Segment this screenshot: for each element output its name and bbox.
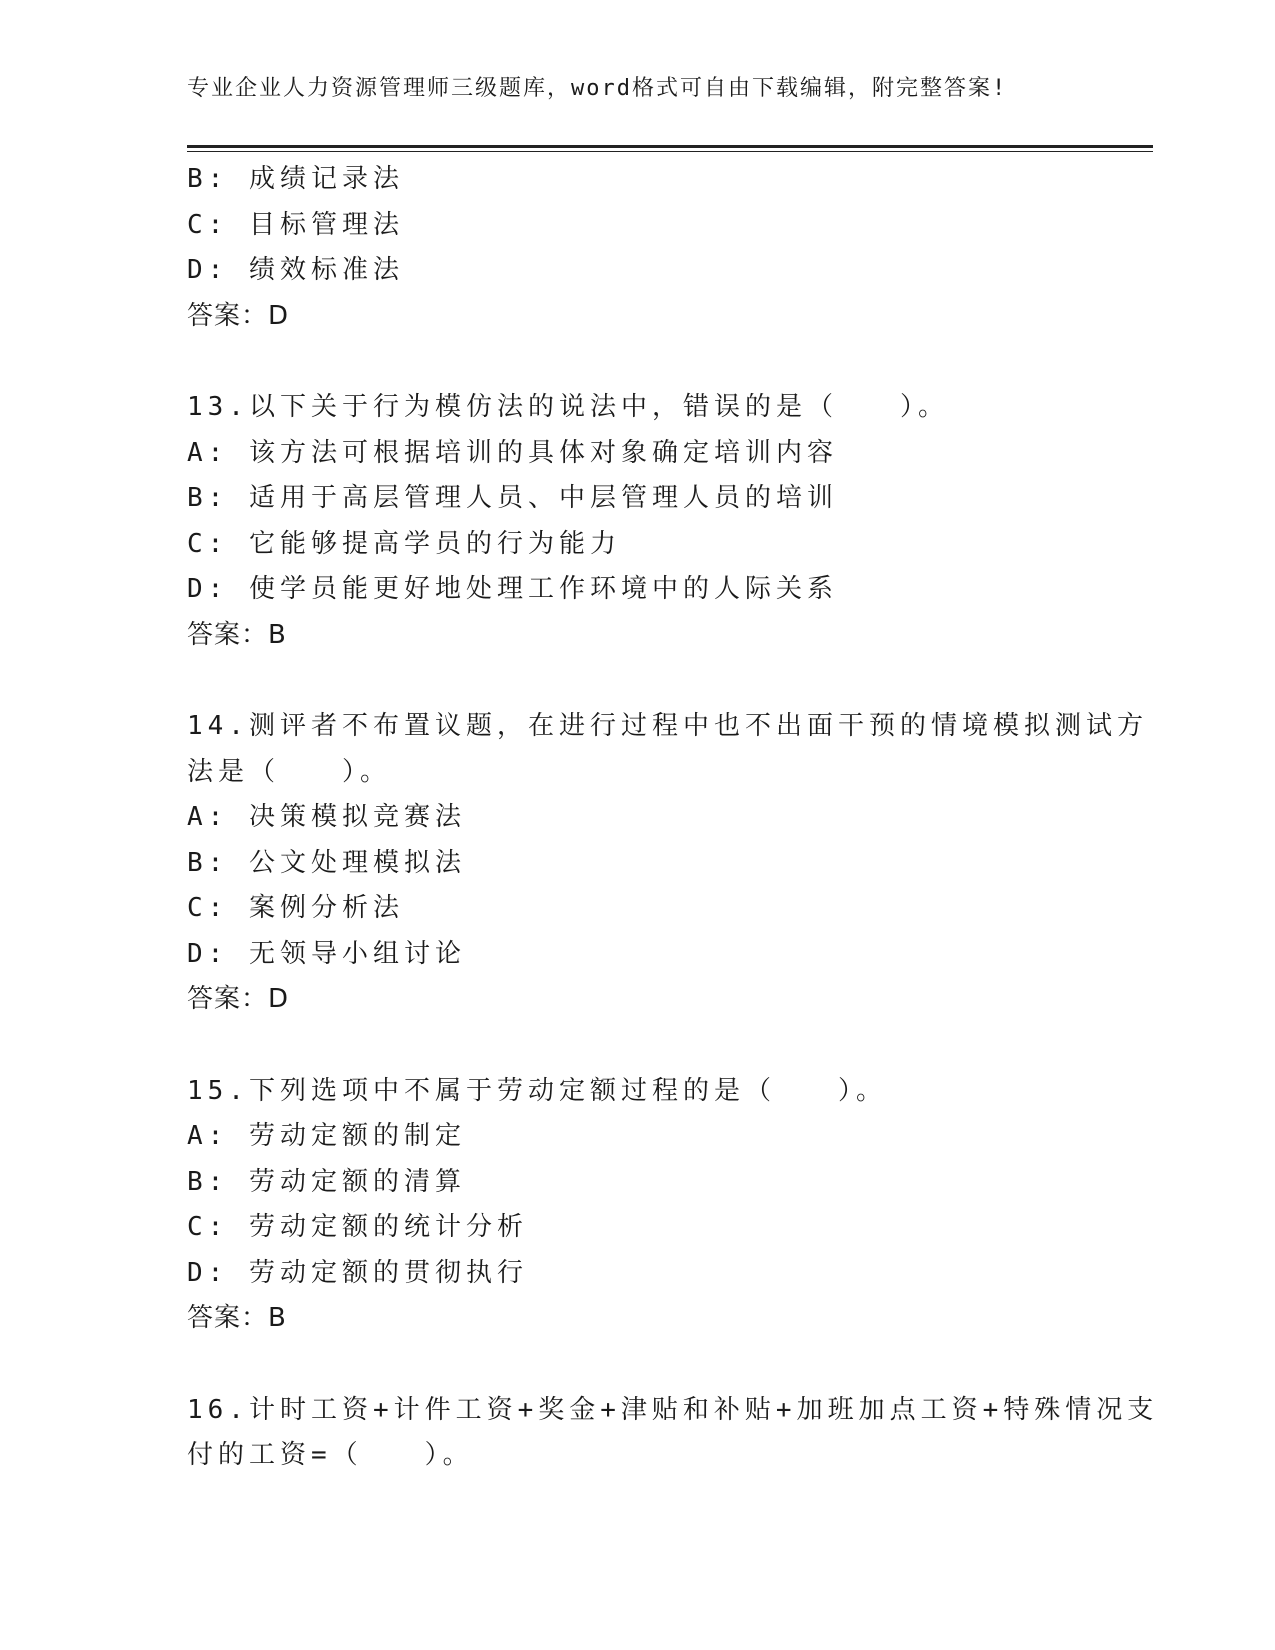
spacer [187, 1342, 1087, 1388]
question-12-tail [187, 157, 1087, 339]
question-stem-continued: 付的工资=（ ）。 [187, 1440, 474, 1470]
header-rule-thin [187, 151, 1153, 152]
answer: 答案：D [187, 984, 290, 1014]
option-b: B: 公文处理模拟法 [187, 847, 466, 878]
answer: 答案：B [187, 1303, 287, 1333]
option-b: B: 成绩记录法 [187, 164, 404, 194]
answer: 答案：B [187, 619, 287, 650]
option-b: B: 适用于高层管理人员、中层管理人员的培训 [187, 483, 838, 513]
spacer [187, 339, 1087, 385]
option-d: D: 使学员能更好地处理工作环境中的人际关系 [187, 574, 838, 604]
question-stem: 13.以下关于行为模仿法的说法中，错误的是（ ）。 [187, 392, 949, 422]
option-d: D: 无领导小组讨论 [187, 938, 466, 969]
question-stem: 14.测评者不布置议题，在进行过程中也不出面干预的情境模拟测试方 [187, 711, 1148, 741]
document-body [187, 157, 1159, 1479]
option-a: A: 劳动定额的制定 [187, 1121, 466, 1151]
question-stem-continued: 法是（ ）。 [187, 756, 392, 787]
option-b: B: 劳动定额的清算 [187, 1166, 466, 1197]
question-stem: 16.计时工资+计件工资+奖金+津贴和补贴+加班加点工资+特殊情况支 [187, 1394, 1159, 1425]
option-d: D: 劳动定额的贯彻执行 [187, 1257, 528, 1288]
option-c: C: 劳动定额的统计分析 [187, 1212, 528, 1242]
question-14 [187, 704, 1148, 1023]
page-header: 专业企业人力资源管理师三级题库，word格式可自由下载编辑，附完整答案! [187, 76, 1008, 101]
option-a: A: 决策模拟竞赛法 [187, 802, 466, 832]
header-rule [187, 145, 1153, 148]
option-c: C: 目标管理法 [187, 209, 404, 240]
spacer [187, 1023, 1087, 1069]
option-d: D: 绩效标准法 [187, 255, 404, 285]
option-c: C: 它能够提高学员的行为能力 [187, 528, 621, 559]
spacer [187, 658, 1087, 704]
option-c: C: 案例分析法 [187, 893, 404, 923]
question-16 [187, 1388, 1159, 1479]
question-15 [187, 1069, 1087, 1342]
question-13 [187, 385, 1087, 658]
question-stem: 15.下列选项中不属于劳动定额过程的是（ ）。 [187, 1075, 887, 1106]
answer: 答案：D [187, 300, 290, 331]
option-a: A: 该方法可根据培训的具体对象确定培训内容 [187, 437, 838, 468]
